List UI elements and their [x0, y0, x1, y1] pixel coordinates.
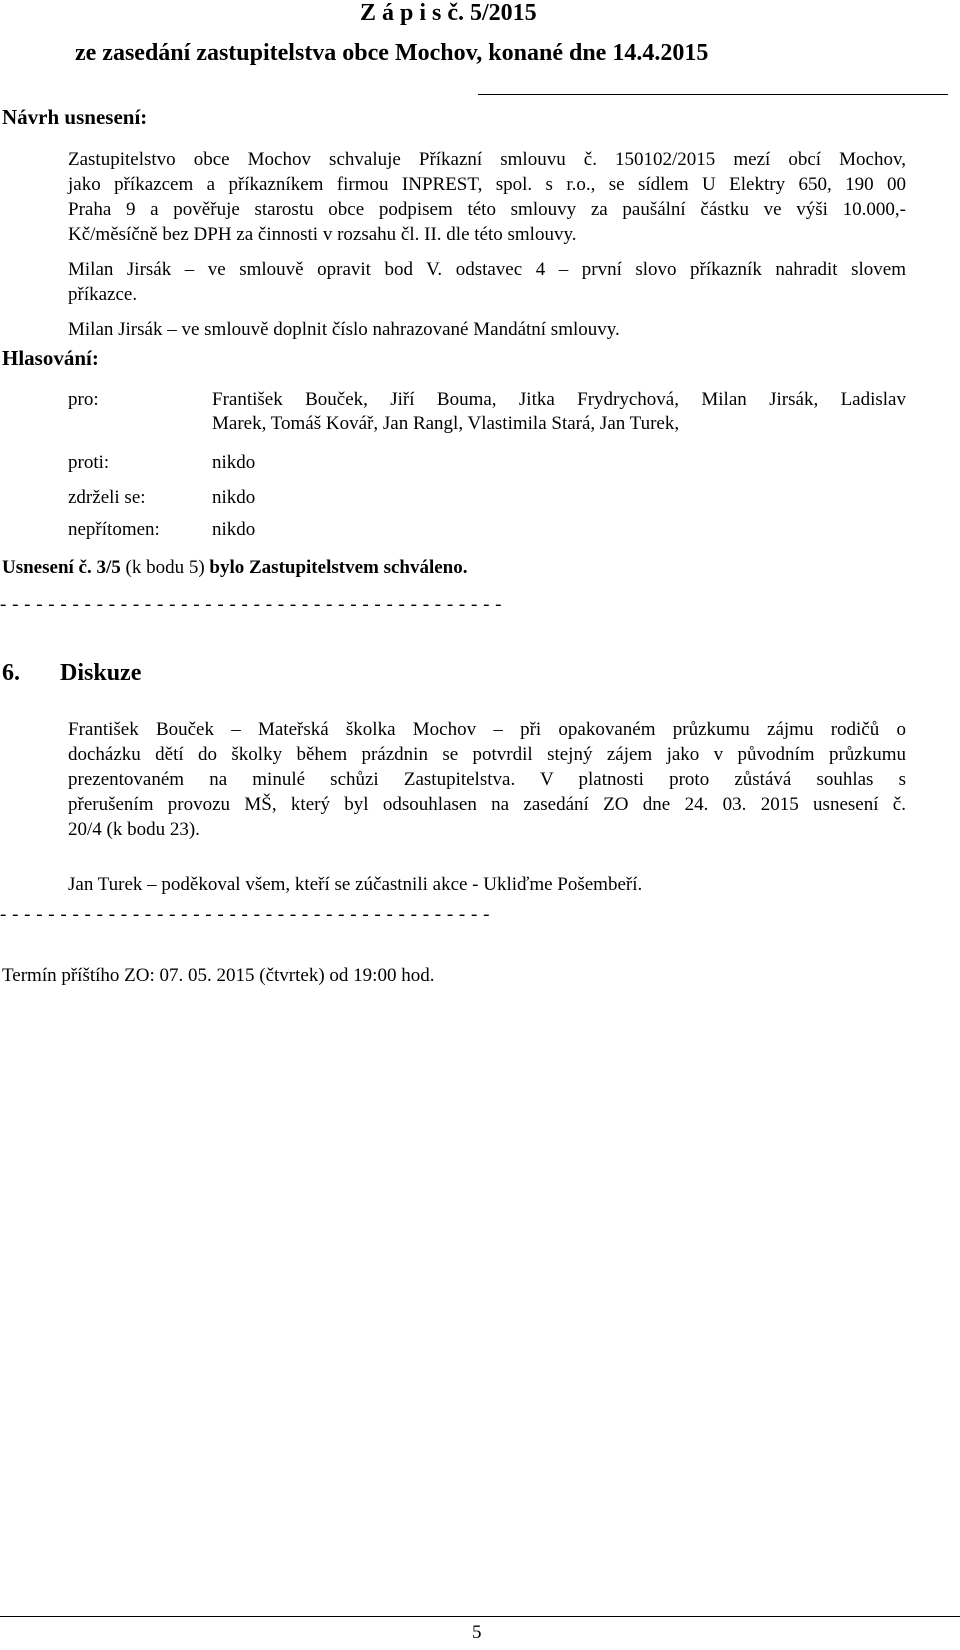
vote-proti-label: proti: — [68, 452, 110, 473]
next-meeting: Termín příštího ZO: 07. 05. 2015 (čtvrtek) od 19:00 hod. — [2, 965, 435, 986]
note-1-line-2: příkazce. — [68, 284, 138, 305]
proposal-label: Návrh usnesení: — [2, 105, 148, 129]
proposal-line-1: Zastupitelstvo obce Mochov schvaluje Příkazní smlouvu č. 150102/2015 mezí obcí Mochov, — [68, 149, 906, 170]
vote-zdrzeli-value: nikdo — [212, 487, 256, 508]
vote-pro-names-line-2: Marek, Tomáš Kovář, Jan Rangl, Vlastimila Stará, Jan Turek, — [212, 413, 680, 434]
vote-proti-value: nikdo — [212, 452, 256, 473]
note-1-line-1: Milan Jirsák – ve smlouvě opravit bod V. odstavec 4 – první slovo příkazník nahradit slovem — [68, 259, 906, 280]
note-2: Milan Jirsák – ve smlouvě doplnit číslo nahrazované Mandátní smlouvy. — [68, 319, 620, 340]
discussion-para-1-line-2: docházku dětí do školky během prázdnin se potvrdil stejný zájem jako v původním průzkumu — [68, 744, 906, 765]
vote-zdrzeli-label: zdrželi se: — [68, 487, 146, 508]
discussion-para-1-line-5: 20/4 (k bodu 23). — [68, 819, 200, 840]
proposal-line-4: Kč/měsíčně bez DPH za činnosti v rozsahu čl. II. dle této smlouvy. — [68, 224, 577, 245]
separator-1: - - - - - - - - - - - - - - - - - - - - - - - - - - - - - - - - - - - - - - - - - - — [0, 594, 502, 615]
section-6-title: Diskuze — [60, 660, 142, 686]
vote-pro-names-line-1: František Bouček, Jiří Bouma, Jitka Frydrychová, Milan Jirsák, Ladislav — [212, 389, 906, 410]
resolution-number: Usnesení č. 3/5 — [2, 557, 121, 578]
vote-nepritomen-value: nikdo — [212, 519, 256, 540]
resolution-status: bylo Zastupitelstvem schváleno. — [209, 557, 468, 578]
resolution-text — [2, 555, 468, 581]
discussion-para-1-line-3: prezentovaném na minulé schůzi Zastupitelstva. V platnosti proto zůstává souhlas s — [68, 769, 906, 790]
footer-rule — [0, 1616, 960, 1617]
vote-pro-label: pro: — [68, 389, 99, 410]
voting-label: Hlasování: — [2, 346, 99, 370]
proposal-line-2: jako příkazcem a příkazníkem firmou INPREST, spol. s r.o., se sídlem U Elektry 650, 190 00 — [68, 174, 906, 195]
section-6-heading — [2, 660, 141, 686]
discussion-para-1-line-1: František Bouček – Mateřská školka Mochov – při opakovaném průzkumu zájmu rodičů o — [68, 719, 906, 740]
resolution-item: (k bodu 5) — [120, 557, 210, 578]
discussion-para-2: Jan Turek – poděkoval všem, kteří se zúčastnili akce - Ukliďme Pošembeří. — [68, 874, 643, 895]
separator-2: - - - - - - - - - - - - - - - - - - - - - - - - - - - - - - - - - - - - - - - - - — [0, 904, 490, 925]
page-number: 5 — [472, 1622, 482, 1643]
document-title: Z á p i s č. 5/2015 — [360, 0, 537, 26]
discussion-para-1-line-4: přerušením provozu MŠ, který byl odsouhlasen na zasedání ZO dne 24. 03. 2015 usnesení č. — [68, 794, 906, 815]
vote-nepritomen-label: nepřítomen: — [68, 519, 160, 540]
document-subtitle: ze zasedání zastupitelstva obce Mochov, konané dne 14.4.2015 — [75, 40, 709, 66]
section-6-number: 6. — [2, 660, 20, 686]
proposal-line-3: Praha 9 a pověřuje starostu obce podpisem této smlouvy za paušální částku ve výši 10.000,- — [68, 199, 906, 220]
header-rule — [478, 94, 948, 95]
